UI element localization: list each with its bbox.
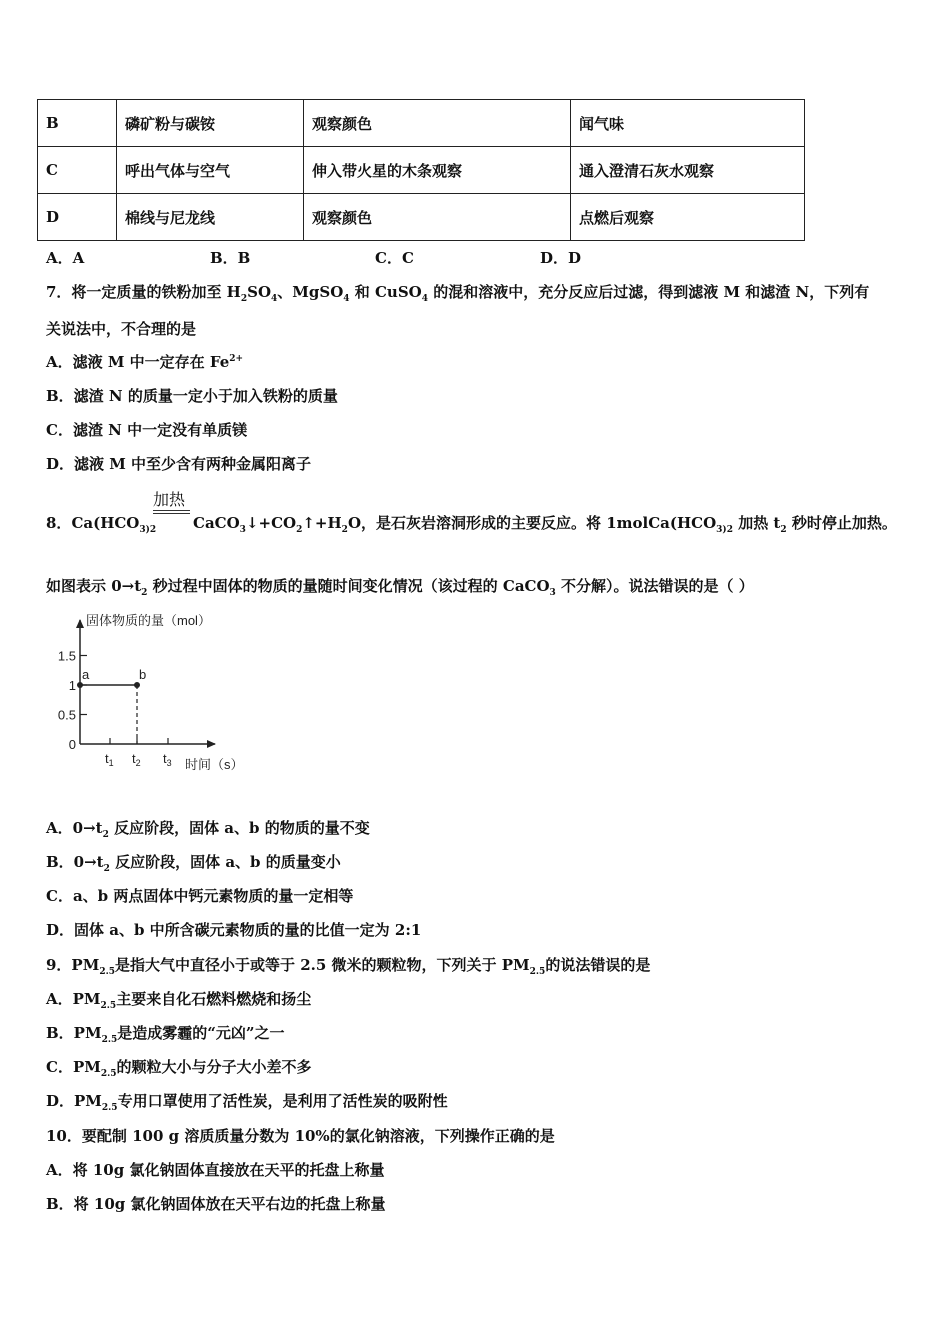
x-tick-label: $t_3$	[163, 751, 172, 768]
options-table	[37, 99, 805, 241]
q8-option-b[interactable]: B．$0\to t_2$ 反应阶段，固体 a、b 的质量变小	[46, 853, 341, 874]
x-tick-label: $t_2$	[132, 751, 141, 768]
q7-option-a[interactable]: A．滤液 M 中一定存在 $Fe^{2+}$	[46, 353, 244, 371]
equation-line-bottom	[153, 513, 190, 514]
row-method2: 点燃后观察	[571, 194, 805, 241]
point-label: b	[139, 667, 147, 682]
q10-option-b[interactable]: B．将 10g 氯化钠固体放在天平右边的托盘上称量	[46, 1195, 386, 1213]
row-method1: 观察颜色	[304, 100, 571, 147]
y-tick-label: 1	[68, 678, 76, 693]
q8-option-c[interactable]: C．a、b 两点固体中钙元素物质的量一定相等	[46, 887, 354, 905]
q10-option-a[interactable]: A．将 10g 氯化钠固体直接放在天平的托盘上称量	[46, 1161, 385, 1179]
q6-option-c[interactable]: C．C	[375, 249, 414, 267]
row-items: 磷矿粉与碳铵	[117, 100, 304, 147]
q6-option-b[interactable]: B．B	[210, 249, 251, 267]
q9-option-a[interactable]: A．$PM_{2.5}$主要来自化石燃料燃烧和扬尘	[46, 990, 312, 1011]
x-axis-arrow	[207, 740, 216, 748]
y-axis-arrow	[76, 619, 84, 628]
data-point	[77, 682, 83, 688]
y-axis-label: 固体物质的量（mol）	[86, 613, 211, 628]
row-letter: B	[38, 100, 117, 147]
x-tick-label: $t_1$	[105, 751, 114, 768]
q8-equation: $CaCO_3↓+CO_2↑+H_2O$，是石灰岩溶洞形成的主要反应。将 $1molCa(HCO_{3)2}$ 加热 $t_2$ 秒时停止加热。	[193, 514, 897, 535]
q10-stem: 10．要配制 100 g 溶质质量分数为 10%的氯化钠溶液，下列操作正确的是	[46, 1127, 555, 1145]
q9-option-c[interactable]: C．$PM_{2.5}$的颗粒大小与分子大小差不多	[46, 1058, 312, 1079]
row-method2: 闻气味	[571, 100, 805, 147]
q6-option-d[interactable]: D．D	[540, 249, 582, 267]
table-row	[38, 100, 805, 147]
amount-time-chart	[40, 605, 260, 775]
row-letter: D	[38, 194, 117, 241]
row-items: 呼出气体与空气	[117, 147, 304, 194]
heat-condition: 加热	[153, 490, 186, 509]
y-tick-label: 0	[68, 737, 76, 752]
q7-option-c[interactable]: C．滤渣 N 中一定没有单质镁	[46, 421, 248, 439]
q9-option-d[interactable]: D．$PM_{2.5}$专用口罩使用了活性炭，是利用了活性炭的吸附性	[46, 1092, 448, 1113]
q7-option-d[interactable]: D．滤液 M 中至少含有两种金属阳离子	[46, 455, 312, 473]
point-label: a	[82, 667, 90, 682]
q9-stem: 9．$PM_{2.5}$是指大气中直径小于或等于 2.5 微米的颗粒物，下列关于 $PM_{2.5}$的说法错误的是	[46, 956, 651, 977]
equation-line-top	[153, 510, 190, 511]
row-method2: 通入澄清石灰水观察	[571, 147, 805, 194]
row-letter: C	[38, 147, 117, 194]
data-point	[134, 682, 140, 688]
q8-num-reactant: 8．$Ca(HCO_{3)2}$	[46, 514, 157, 535]
q7-stem: 7．将一定质量的铁粉加至 $H_2SO_4$、MgSO$_4$ 和 CuSO$_4$ 的混和溶液中，充分反应后过滤，得到滤液 M 和滤渣 N，下列有	[46, 283, 870, 304]
q8-option-d[interactable]: D．固体 a、b 中所含碳元素物质的量的比值一定为 2:1	[46, 921, 422, 939]
row-method1: 观察颜色	[304, 194, 571, 241]
table-row	[38, 147, 805, 194]
q8-option-a[interactable]: A．$0\to t_2$ 反应阶段，固体 a、b 的物质的量不变	[46, 819, 370, 840]
q8-stem-line2: 如图表示 $0\to t_2$ 秒过程中固体的物质的量随时间变化情况（该过程的 CaCO$_3$ 不分解）。说法错误的是（ ）	[46, 577, 754, 598]
q6-option-a[interactable]: A．A	[46, 249, 85, 267]
table-row	[38, 194, 805, 241]
q7-stem-line2: 关说法中，不合理的是	[46, 320, 197, 338]
row-items: 棉线与尼龙线	[117, 194, 304, 241]
row-method1: 伸入带火星的木条观察	[304, 147, 571, 194]
q9-option-b[interactable]: B．$PM_{2.5}$是造成雾霾的“元凶”之一	[46, 1024, 285, 1045]
q7-option-b[interactable]: B．滤渣 N 的质量一定小于加入铁粉的质量	[46, 387, 338, 405]
y-tick-label: 0.5	[57, 707, 76, 723]
x-axis-label: 时间（s）	[185, 757, 244, 772]
y-tick-label: 1.5	[57, 648, 76, 664]
